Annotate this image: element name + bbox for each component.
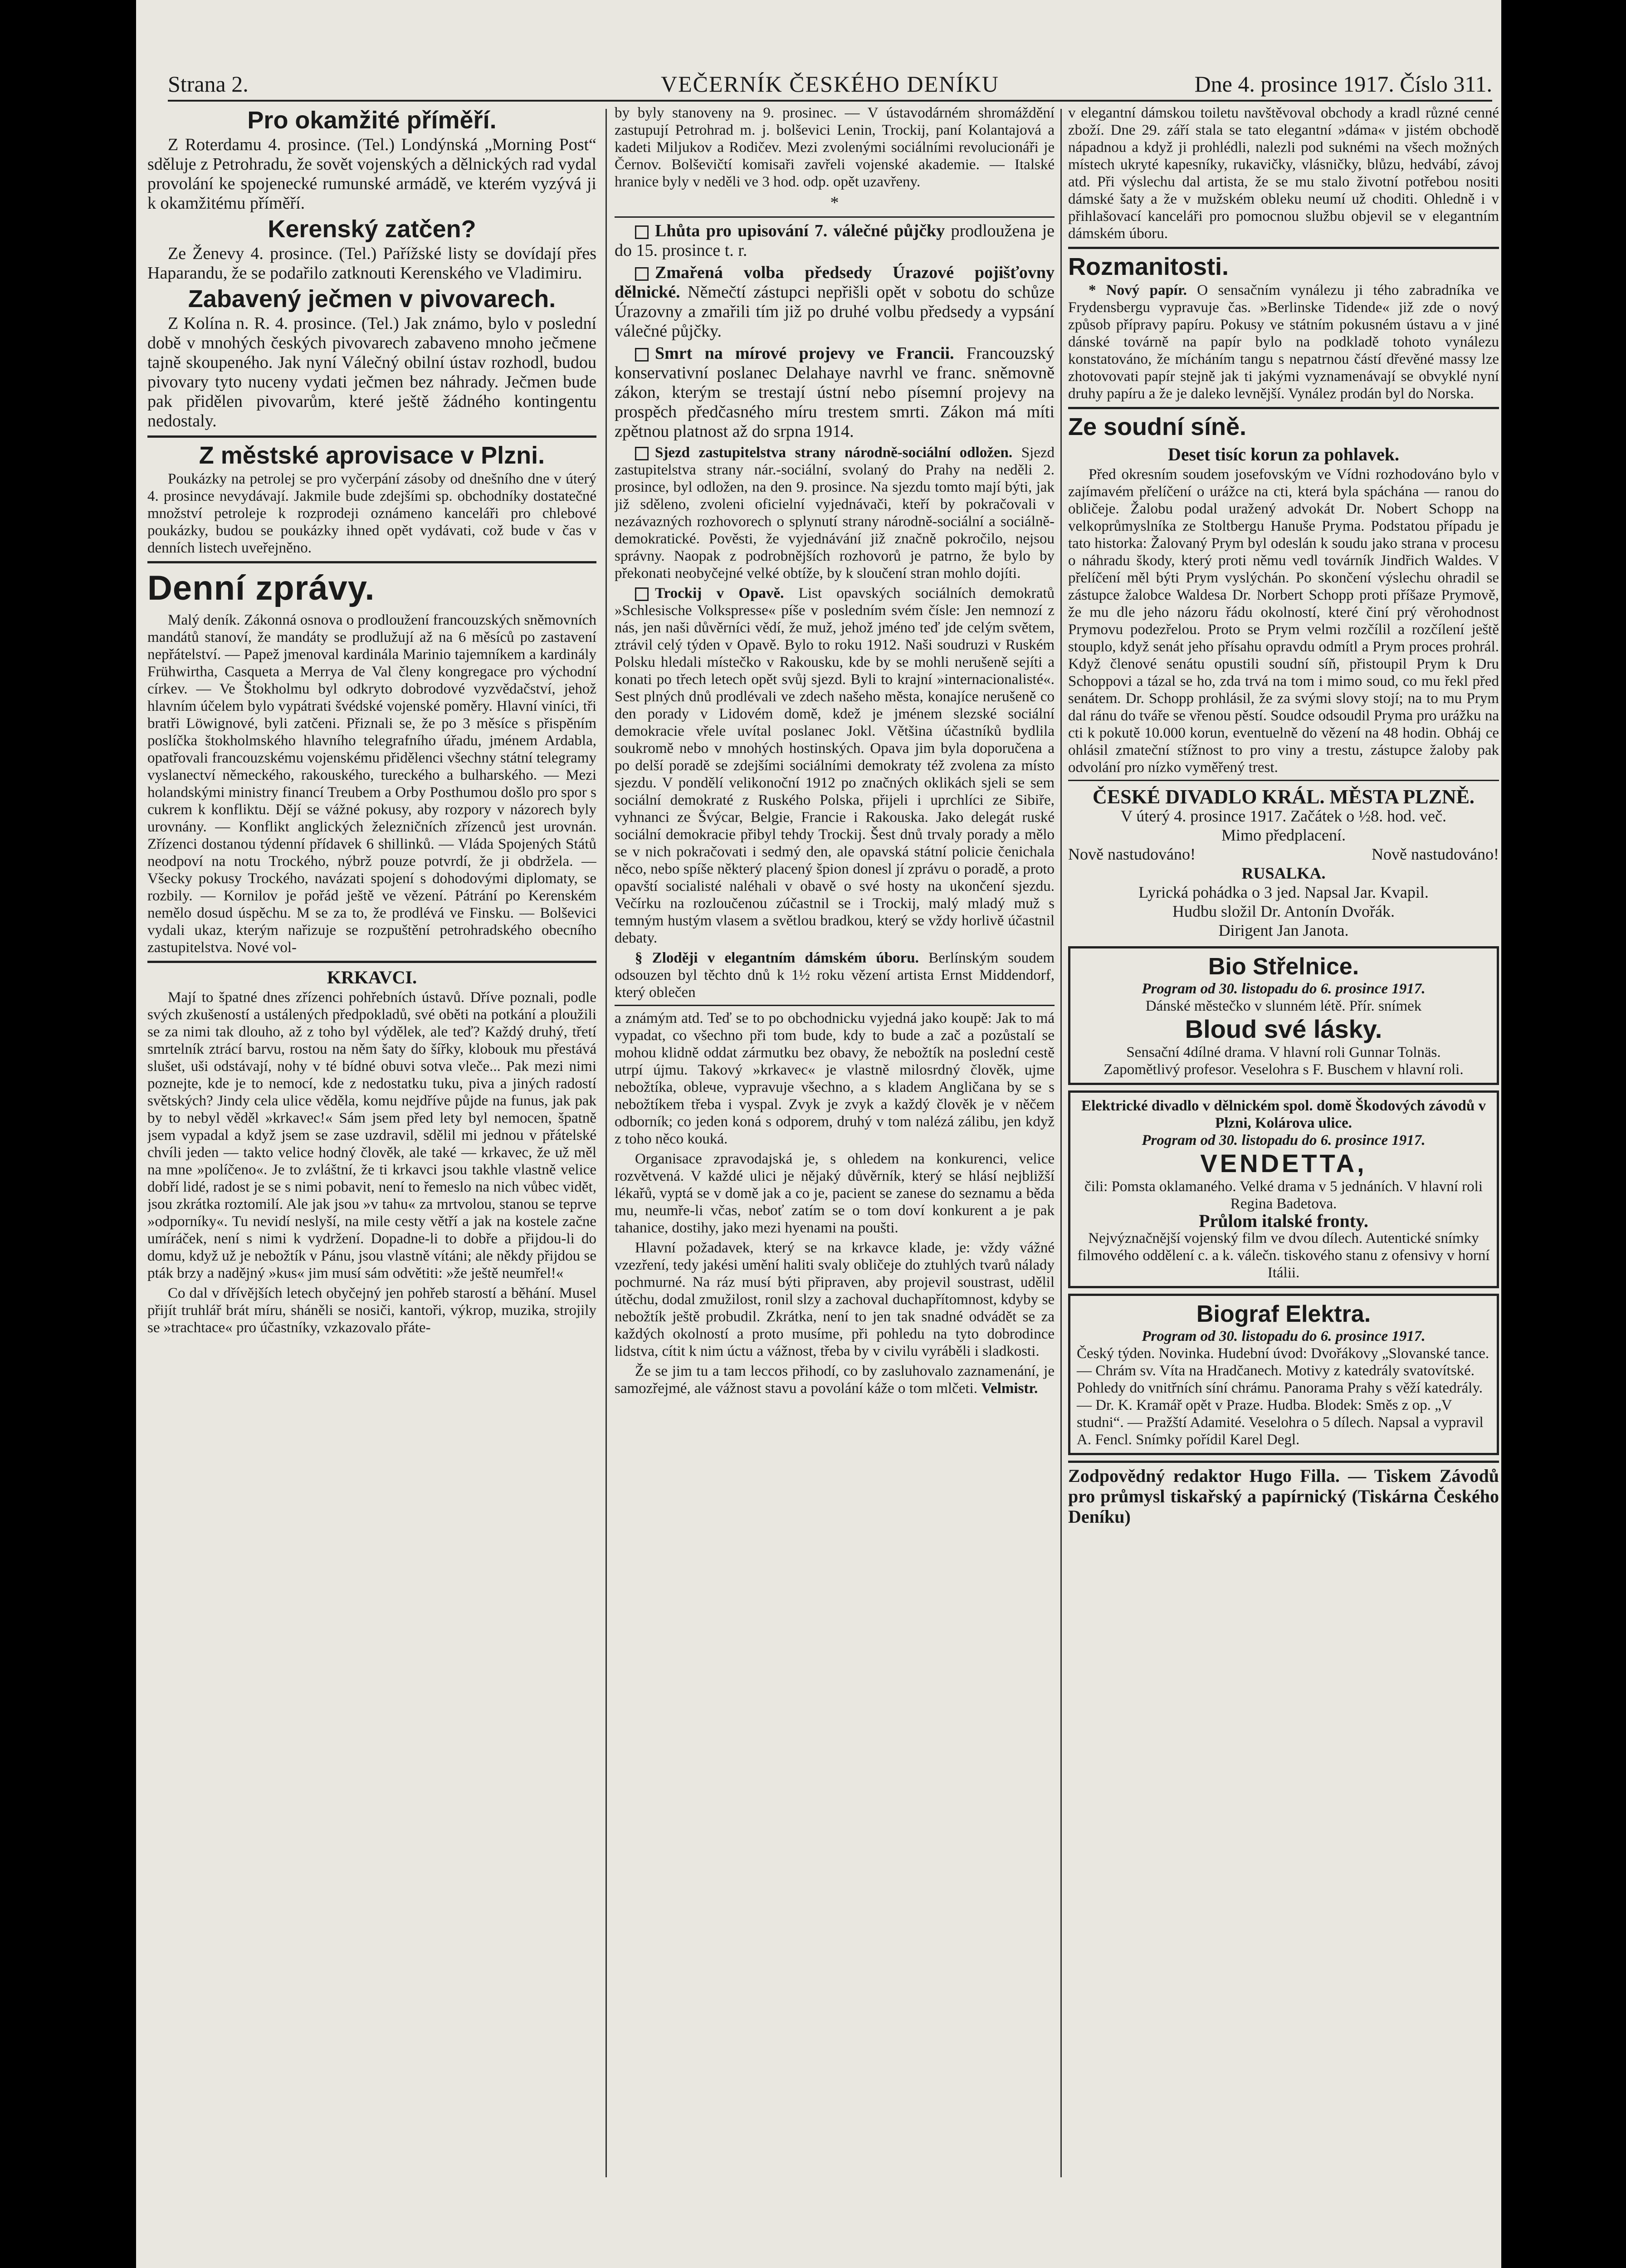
page-header — [168, 68, 1492, 102]
theatre-time: V úterý 4. prosince 1917. Začátek o ½8. hod. več. — [1120, 807, 1447, 825]
play-title: RUSALKA. — [1241, 864, 1326, 882]
theatre-title: ČESKÉ DIVADLO KRÁL. MĚSTA PLZNĚ. — [1093, 786, 1475, 808]
program-item: Zapomětlivý profesor. Veselohra s F. Buschem v hlavní roli. — [1104, 1061, 1464, 1078]
author-signature: Velmistr. — [981, 1380, 1038, 1397]
film-title: Průlom italské fronty. — [1199, 1211, 1368, 1231]
play-desc: Dirigent Jan Janota. — [1218, 921, 1349, 939]
news-lead: Trockij v Opavě. — [655, 585, 784, 601]
divider — [615, 1005, 1055, 1006]
article-title: Kerenský zatčen? — [268, 215, 476, 243]
checkbox-icon — [635, 447, 649, 460]
article-body: Z Roterdamu 4. prosince. (Tel.) Londýnská „Morning Post“ sděluje z Petrohradu, že sovět vojenských a dělnických rad vydal provolání ke spojenecké rumunské armádě, ve kterém vyzývá ji k okamžitému příměří. — [147, 135, 596, 213]
article-title: Z městské aprovisace v Plzni. — [199, 442, 545, 469]
checkbox-icon — [635, 267, 649, 281]
article-body: v elegantní dámskou toiletu navštěvoval obchody a kradl různé cenné zboží. Dne 29. září stala se tato elegantní »dáma« v jistém obchodě nápadnou a když ji prohlédli, nalezli pod suknémi na všech možných místech ukryté kapesníky, rukavičky, vlásničky, blůzu, hedvábí, závoj atd. Při výslechu dal artista, že se mu stalo životní potřebou nositi dámské šaty a že v mužském obleku neumí už choditi. Ohledně i v přihlašovací kanceláři pro pomocnou službu objevil se v elegantním dámském úboru. — [1068, 105, 1499, 242]
section-title: Ze soudní síně. — [1068, 413, 1247, 440]
checkbox-icon — [635, 587, 649, 601]
column-divider — [605, 109, 607, 2177]
checkbox-icon — [635, 348, 649, 362]
column-1 — [147, 104, 596, 2173]
program-item: Sensační 4dílné drama. V hlavní roli Gunnar Tolnäs. — [1126, 1044, 1441, 1061]
cinema-ad — [1068, 1294, 1499, 1455]
article-body: Poukázky na petrolej se pro vyčerpání zásoby od dnešního dne v úterý 4. prosince nevydávají. Jakmile bude zdejšími sp. obchodníky dostatečné množství petroleje k rozprodeji oznámeno kanceláři pro chlebové poukázky, budou se poukázky ihned opět vydávati, což bude v čas v denních listech uveřejněno. — [147, 471, 596, 556]
article-body: Že se jim tu a tam leccos přihodí, co by zasluhovalo zaznamenání, je samozřejmé, ale vážnost stavu a povolání káže o tom mlčeti. — [615, 1363, 1055, 1397]
news-body: Francouzský konservativní poslanec Delahaye navrhl ve franc. sněmovně zákon, kterým se trestají ústní nebo písemní projevy na prospěch předčasného míru trestem smrti. Zákon má míti zpětnou platnost až do srpna 1914. — [615, 344, 1055, 441]
news-lead: * Nový papír. — [1089, 282, 1187, 298]
program-item: Dánské městečko v slunném létě. Přír. snímek — [1145, 998, 1422, 1014]
theatre-note: Mimo předplacení. — [1221, 826, 1346, 844]
page-number: Strana 2. — [168, 71, 249, 97]
separator-star: * — [830, 193, 839, 212]
cinema-name: Biograf Elektra. — [1196, 1301, 1371, 1327]
news-body: List opavských sociálních demokratů »Schlesische Volkspresse« píše v posledním svém čísle: Jen nemnozí z nás, jen naši důvěrníci vědí, že muž, jehož jméno teď jde celým světem, ztrávil celý týden v Opavě. Bylo to roku 1912. Naši soudruzi v Ruském Polsku hledali místečko v Rakousku, kde by se mohli nerušeně sejíti a konati po třech letech opět svůj sjezd. Byli to krajní »internacionalisté«. Sest plných dnů prodlévali ve zdech našeho města, konajíce nerušeně co den porady v Lidovém domě, kdež je jménem slezské sociální demokracie vřele uvítal poslanec Jokl. Většina účastníků bydlila soukromě nebo v mnohých hostinských. Opava jim byla doporučena a po delší poradě se zdejšími sociálními demokraty též zvolena za místo sjezdu. V pondělí velikonoční 1912 po značných oklikách sjeli se sem sociální demokraté z Ruského Polska, přijeli i uprchlíci ze Sibiře, vyhnanci ze Švýcar, Belgie, Francie i Rakouska. Jako delegát ruské sociální demokracie přibyl tehdy Trockij. Šest dnů trvaly porady a mělo se v nich pokračovati i sedmý den, ale opavská státní policie čenichala něco, nebo spíše některý placený špion donesl jí zprávu o poradě, a proto opavští socialisté naléhali v obavě o své hosty na ukončení sjezdu. Večírku na rozloučenou zúčastnil se i Trockij, malý mladý muž s temným hustým vlasem a světlou bradkou, který se vždy horlivě účastnil debaty. — [615, 585, 1055, 946]
divider — [615, 216, 1055, 218]
divider — [147, 961, 596, 963]
article-body: a známým atd. Teď se to po obchodnicku vyjedná jako koupě: Jak to má vypadat, co všechno při tom bude, kdy to bude a zač a pozůstalí se mohou klidně oddat zármutku bez obavy, že nebožtík na poslední cestě utrpí újmu. Takový »krkavec« je vlastně milosrdný člověk, ujme nebožtíka, oblече, vypravuje všechno, a s kladem Angličana by se s nebožtíkem třeba i vyspal. Zvyk je zvyk a každý člověk je v něčem odborník; co jeden koná s odporem, druhý v tom nalézá zálibu, jen když z toho něco kouká. — [615, 1010, 1055, 1147]
cinema-ad — [1068, 1090, 1499, 1288]
article-title: Pro okamžité příměří. — [247, 107, 497, 134]
article-body: Malý deník. Zákonná osnova o prodloužení francouzských sněmovních mandátů stanoví, že mandáty se prodlužují až na 6 měsíců po zastavení nepřátelství. — Papež jmenoval kardinála Marinio tajemníkem a kardinály Frühwirtha, Casqueta a Merrya de Val členy kongregace pro východní církev. — Ve Štokholmu byl odkryto dobrodové vyzvědačství, jehož hlavním účelem bylo vypátrati švédské vojenské poměry. Hlavní viníci, tři bratři Löwignové, byli zatčeni. Přiznali se, že po 3 měsíce s přispěním poslíčka štokholmského hlavního telegrafního úřadu, jménem Ardabla, opatřovali francouzskému vojenskému přidělenci všechny státní telegramy vyslanectví německého, rakouského, tureckého a bulharského. — Mezi holandskými ministry financí Treubem a Orby Posthumou došlo pro spor s cukrem k konfliktu. Dějí se vážné pokusy, aby rozpory v názorech byly urovnány. — Konflikt anglických železničních zřízenců jest urovnán. Zřízenci dostanou týdenní přídavek 6 shillinků. — Vláda Spojených Států neodpoví na notu Trockého, nýbrž pouze potvrdí, že ji obdržela. — Všecky pokusy Trockého, navázati spojení s dohodovými diplomaty, se rozbily. — Kornilov je pořád ještě ve vězení. Pátrání po Kerenském nemělo dosud úspěchu. M se za to, že prodlévá ve Finsku. — Bolševici vydali ukaz, kterým nařizuje se rozpuštění petrohradského obecního zastupitelstva. Nové vol- — [147, 612, 596, 956]
program-item: čili: Pomsta oklamaného. Velké drama v 5 jednáních. V hlavní roli Regina Badetova. — [1084, 1178, 1483, 1212]
news-body: prodloužena je do 15. prosince t. r. — [615, 221, 1055, 260]
film-title: VENDETTA, — [1200, 1149, 1367, 1178]
news-lead: Sjezd zastupitelstva strany národně-sociální odložen. — [655, 445, 1013, 461]
theatre-new-label: Nově nastudováno! — [1372, 845, 1499, 863]
section-title: Denní zprávy. — [147, 569, 375, 607]
cinema-name: Elektrické divadlo v dělnickém spol. domě Škodových závodů v Plzni, Kolárova ulice. — [1081, 1098, 1486, 1131]
divider — [1068, 407, 1499, 409]
news-body: Sjezd zastupitelstva strany nár.-sociální, svolaný do Prahy na neděli 2. prosince, byl odložen, na den 9. prosince. Na sjezdu tomto mají býti, jak již sděleno, zvoleni oficielní vyjednávači, kteří by pokračovali v nezávazných rozhovorech o splynutí strany národně-sociální a sociálně-demokratické. Pověsti, že vyjednávání již značně pokročilo, nejsou správny. Naopak z podrobnějších rozhovorů je patrno, že bylo by překonati neobyčejné velké obtíže, by k sloučení stran mohlo dojíti. — [615, 445, 1055, 582]
cinema-ad — [1068, 946, 1499, 1085]
program-dates: Program od 30. listopadu do 6. prosince 1917. — [1142, 1328, 1426, 1344]
newspaper-page — [136, 0, 1501, 2268]
article-body: by byly stanoveny na 9. prosinec. — V ústavodárném shromáždění zastupují Petrohrad m. j. bolševici Lenin, Trockij, paní Kolantajová a kadeti Miljukov a Rodičev. Mezi zvolenými sociálními revolucionáři je Černov. Bolševičtí komisaři zavřeli vojenské akademie. — Italské hranice byly v neděli ve 3 hod. odp. opět uzavřeny. — [615, 105, 1055, 190]
news-body: Berlínským soudem odsouzen byl těchto dnů k 1½ roku vězení artista Ernst Middendorf, který oblečen — [615, 950, 1055, 1001]
divider — [1068, 780, 1499, 781]
theatre-announcement — [1068, 787, 1499, 940]
article-body: Organisace zpravodajská je, s ohledem na konkurenci, velice rozvětvená. V každé ulici je nějaký důvěrník, který se hlásí nejbližší lékařů, vyptá se v domě jak a co je, pacient se zanese do seznamu a běda mu, neumře-li včas, neboť zatím se o tom doví konkurent a je pak tahanice, dostihy, jako mezi hyenami na poušti. — [615, 1151, 1055, 1236]
section-title: Rozmanitosti. — [1068, 253, 1229, 280]
article-body: Mají to špatné dnes zřízenci pohřebních ústavů. Dříve poznali, podle svých zkušeností a ustálených předpokladů, své oběti na potkání a ploužili se za nimi tak dlouho, až z toho byl výdělek, ale teď? Každý druhý, třetí smrtelník ztrácí barvu, rostou na něm šaty do šířky, klobouk mu přestává slušet, uši odstávají, nohy v té bídné obuvi sotva vleče... Pak mezi nimi poznejte, kde je to nemocí, kde z nedostatku tuku, piva a jiných radostí světských? Jindy cela ulice věděla, komu nejdříve půjde na funus, jak pak by to nebyl věděl »krkavec!« Sám jsem před lety byl nemocen, špatně jsem vypadal a když jsem se zase uzdravil, sdělil mi jednou v přátelské chvíli jeden — takto velice hodný člověk, ale také — krkavec, že už měl na mne »políčeno«. Je to zvláštní, že ti krkavci jsou takhle vlastně velice dobří lidé, radost je se s nimi pobavit, není to řemeslo na nich vůbec vidět, jsou zkrátka roztomilí. Ale jak jsou »v tahu« za mrtvolou, stanou se teprve »odporníky«. Tu nevidí neslyší, na mile cesty větří a jak na kostele začne umíráček, není s nimi k vydržení. Dopadne-li to dobře a přijdou-li do domu, když už je nebožtík v Pánu, jsou vlastně vítáni; ale někdy přijdou se pták brzy a nadějný »kus« jim musí sám odvětiti: »že ještě neumřel!« — [147, 989, 596, 1281]
cinema-name: Bio Střelnice. — [1208, 953, 1359, 980]
program-dates: Program od 30. listopadu do 6. prosince 1917. — [1142, 981, 1426, 997]
column-2 — [615, 104, 1055, 2173]
play-desc: Hudbu složil Dr. Antonín Dvořák. — [1172, 902, 1395, 920]
article-body: Co dal v dřívějších letech obyčejný jen pohřeb starostí a běhání. Musel přijít truhlář brát míru, sháněli se nosiči, kantoři, výkrop, muzika, strojily se »trachtace« pro účastníky, vzkazovalo přáte- — [147, 1285, 596, 1336]
checkbox-icon — [635, 225, 649, 239]
divider — [147, 435, 596, 438]
news-body: O sensačním vynálezu ji tého zabradníka ve Frydensbergu vypravuje čas. »Berlinske Tidende« již zde o nový způsob přípravy papíru. Pokusy ve státním pokusném ústavu a v jiné dánské továrně na papír bylo na podkladě tohoto vynálezu konstatováno, že mícháním tangu s nepatrnou částí dřevěné massy lze zhotovovati papír stejně jak ti jakými vyznamenávají se obvyklé nyní druhy papíru a že je daleko levnější. Vynález prodán byl do Norska. — [1068, 282, 1499, 402]
program-item: Český týden. Novinka. Hudební úvod: Dvořákovy „Slovanské tance. — Chrám sv. Víta na Hradčanech. Motivy z katedrály svatovítské. Pohledy do vnitřních síní chrámu. Panorama Prahy s věží katedrály. — Dr. K. Kramář opět v Praze. Hudba. Blodek: Směs z op. „V studni“. — Pražští Adamité. Veselohra o 5 dílech. Napsal a vypravil A. Fencl. Snímky pořídil Karel Degl. — [1077, 1345, 1489, 1448]
theatre-new-label: Nově nastudováno! — [1068, 845, 1196, 863]
divider — [147, 561, 596, 563]
masthead: VEČERNÍK ČESKÉHO DENÍKU — [661, 71, 999, 97]
play-desc: Lyrická pohádka o 3 jed. Napsal Jar. Kvapil. — [1138, 883, 1429, 901]
feuilleton-title: KRKAVCI. — [327, 967, 417, 987]
imprint: Zodpovědný redaktor Hugo Filla. — Tiskem Závodů pro průmysl tiskařský a papírnický (Tiskárna Českého Deníku) — [1068, 1461, 1499, 1527]
column-divider — [1060, 109, 1062, 2177]
divider — [1068, 247, 1499, 249]
article-body: Z Kolína n. R. 4. prosince. (Tel.) Jak známo, bylo v poslední době v mnohých českých pivovarech zabaveno mnoho ječmene tajně skoupeného. Jak nyní Válečný obilní ústav rozhodl, budou pivovary tyto nuceny vydati ječmen bez náhrady. Ječmen bude pak přidělen pivovarům, které ještě žádného kontingentu nedostaly. — [147, 314, 596, 430]
news-lead: Smrt na mírové projevy ve Francii. — [655, 344, 954, 363]
article-body: Ze Ženevy 4. prosince. (Tel.) Pařížské listy se dovídají přes Haparandu, že se podařilo zatknouti Kerenského ve Vladimiru. — [147, 244, 596, 283]
news-lead: § Zloději v elegantním dámském úboru. — [635, 950, 919, 966]
issue-date: Dne 4. prosince 1917. Číslo 311. — [1194, 71, 1492, 97]
article-body: Před okresním soudem josefovským ve Vídni rozhodováno bylo v zajímavém přelíčení o urážce na cti, která byla spáchána — ranou do obličeje. Žalobu podal uražený advokát Dr. Nobert Schopp na velkoprůmyslníka ze Stoltbergu Hanuše Pryma. Podstatou případu je tato historka: Žalovaný Prym byl odeslán k soudu jako strana v procesu o náhradu škody, který proti němu vedl továrník Jindřich Waldes. V přelíčení měl býti Prym vyslýchán. Po skončení výslechu ohradil se zástupce žalobce Waldesa Dr. Norbert Schopp proti příšaze Prymově, že mu dle jeho názoru řádu okolností, které činí prý věrohodnost Prymovu podezřelou. Proto se Prym velmi rozčílil a rozčílení ještě stouplo, když senát jeho přísahu opravdu odmítl a Prym proces prohrál. Když členové senátu opustili soudní síň, přistoupil Prym k Dru Schoppovi a tázal se ho, zda trvá na tom i mimo soud, co mu řekl před senátem. Dr. Schopp prohlásil, že za svými slovy stojí; na to mu Prym dal ránu do tváře se vřenou pěstí. Soudce odsoudil Pryma pro urážku na cti k pokutě 10.000 korun, eventuelně do vězení na 48 hodin. Obháj ce ohlásil zmateční stížnost to pro viny a trestu, zástupce žaloby pak odvolání pro nízko vyměřený trest. — [1068, 466, 1499, 776]
film-title: Bloud své lásky. — [1185, 1015, 1382, 1043]
article-body: Hlavní požadavek, který se na krkavce klade, je: vždy vážné vzezření, tedy jakési umění haliti svaly obličeje do ztuhlých tvarů nálady pochmurné. Na ráz musí býti připraven, aby projevil soustrast, udělil útěchu, dodal zmužilost, ronil slzy a zachoval duchapřítomnost, kdyby se nebožtík ještě probudil. Zkrátka, není to jen tak snadné odvádět se za každých okolností a proto musíme, při pohledu na tyto dobrodince lidstva, cítit k nim úctu a vážnost, třeba by v civilu vyráběli i sladkosti. — [615, 1240, 1055, 1359]
program-item: Nejvýznačnější vojenský film ve dvou dílech. Autentické snímky filmového oddělení c. a k. válečn. tiskového stanu z ofensivy v horní Itálii. — [1077, 1230, 1490, 1281]
news-lead: Zmařená volba předsedy Úrazové pojišťovny dělnické. — [615, 263, 1055, 302]
program-dates: Program od 30. listopadu do 6. prosince 1917. — [1142, 1132, 1426, 1149]
news-lead: Lhůta pro upisování 7. válečné půjčky — [655, 221, 945, 240]
column-3 — [1068, 104, 1499, 2191]
article-subtitle: Deset tisíc korun za pohlavek. — [1168, 444, 1399, 464]
article-title: Zabavený ječmen v pivovarech. — [188, 285, 556, 313]
news-body: Němečtí zástupci nepřišli opět v sobotu do schůze Úrazovny a zmařili tím již po druhé volbu předsedy a vypsání válečné půjčky. — [615, 283, 1055, 341]
